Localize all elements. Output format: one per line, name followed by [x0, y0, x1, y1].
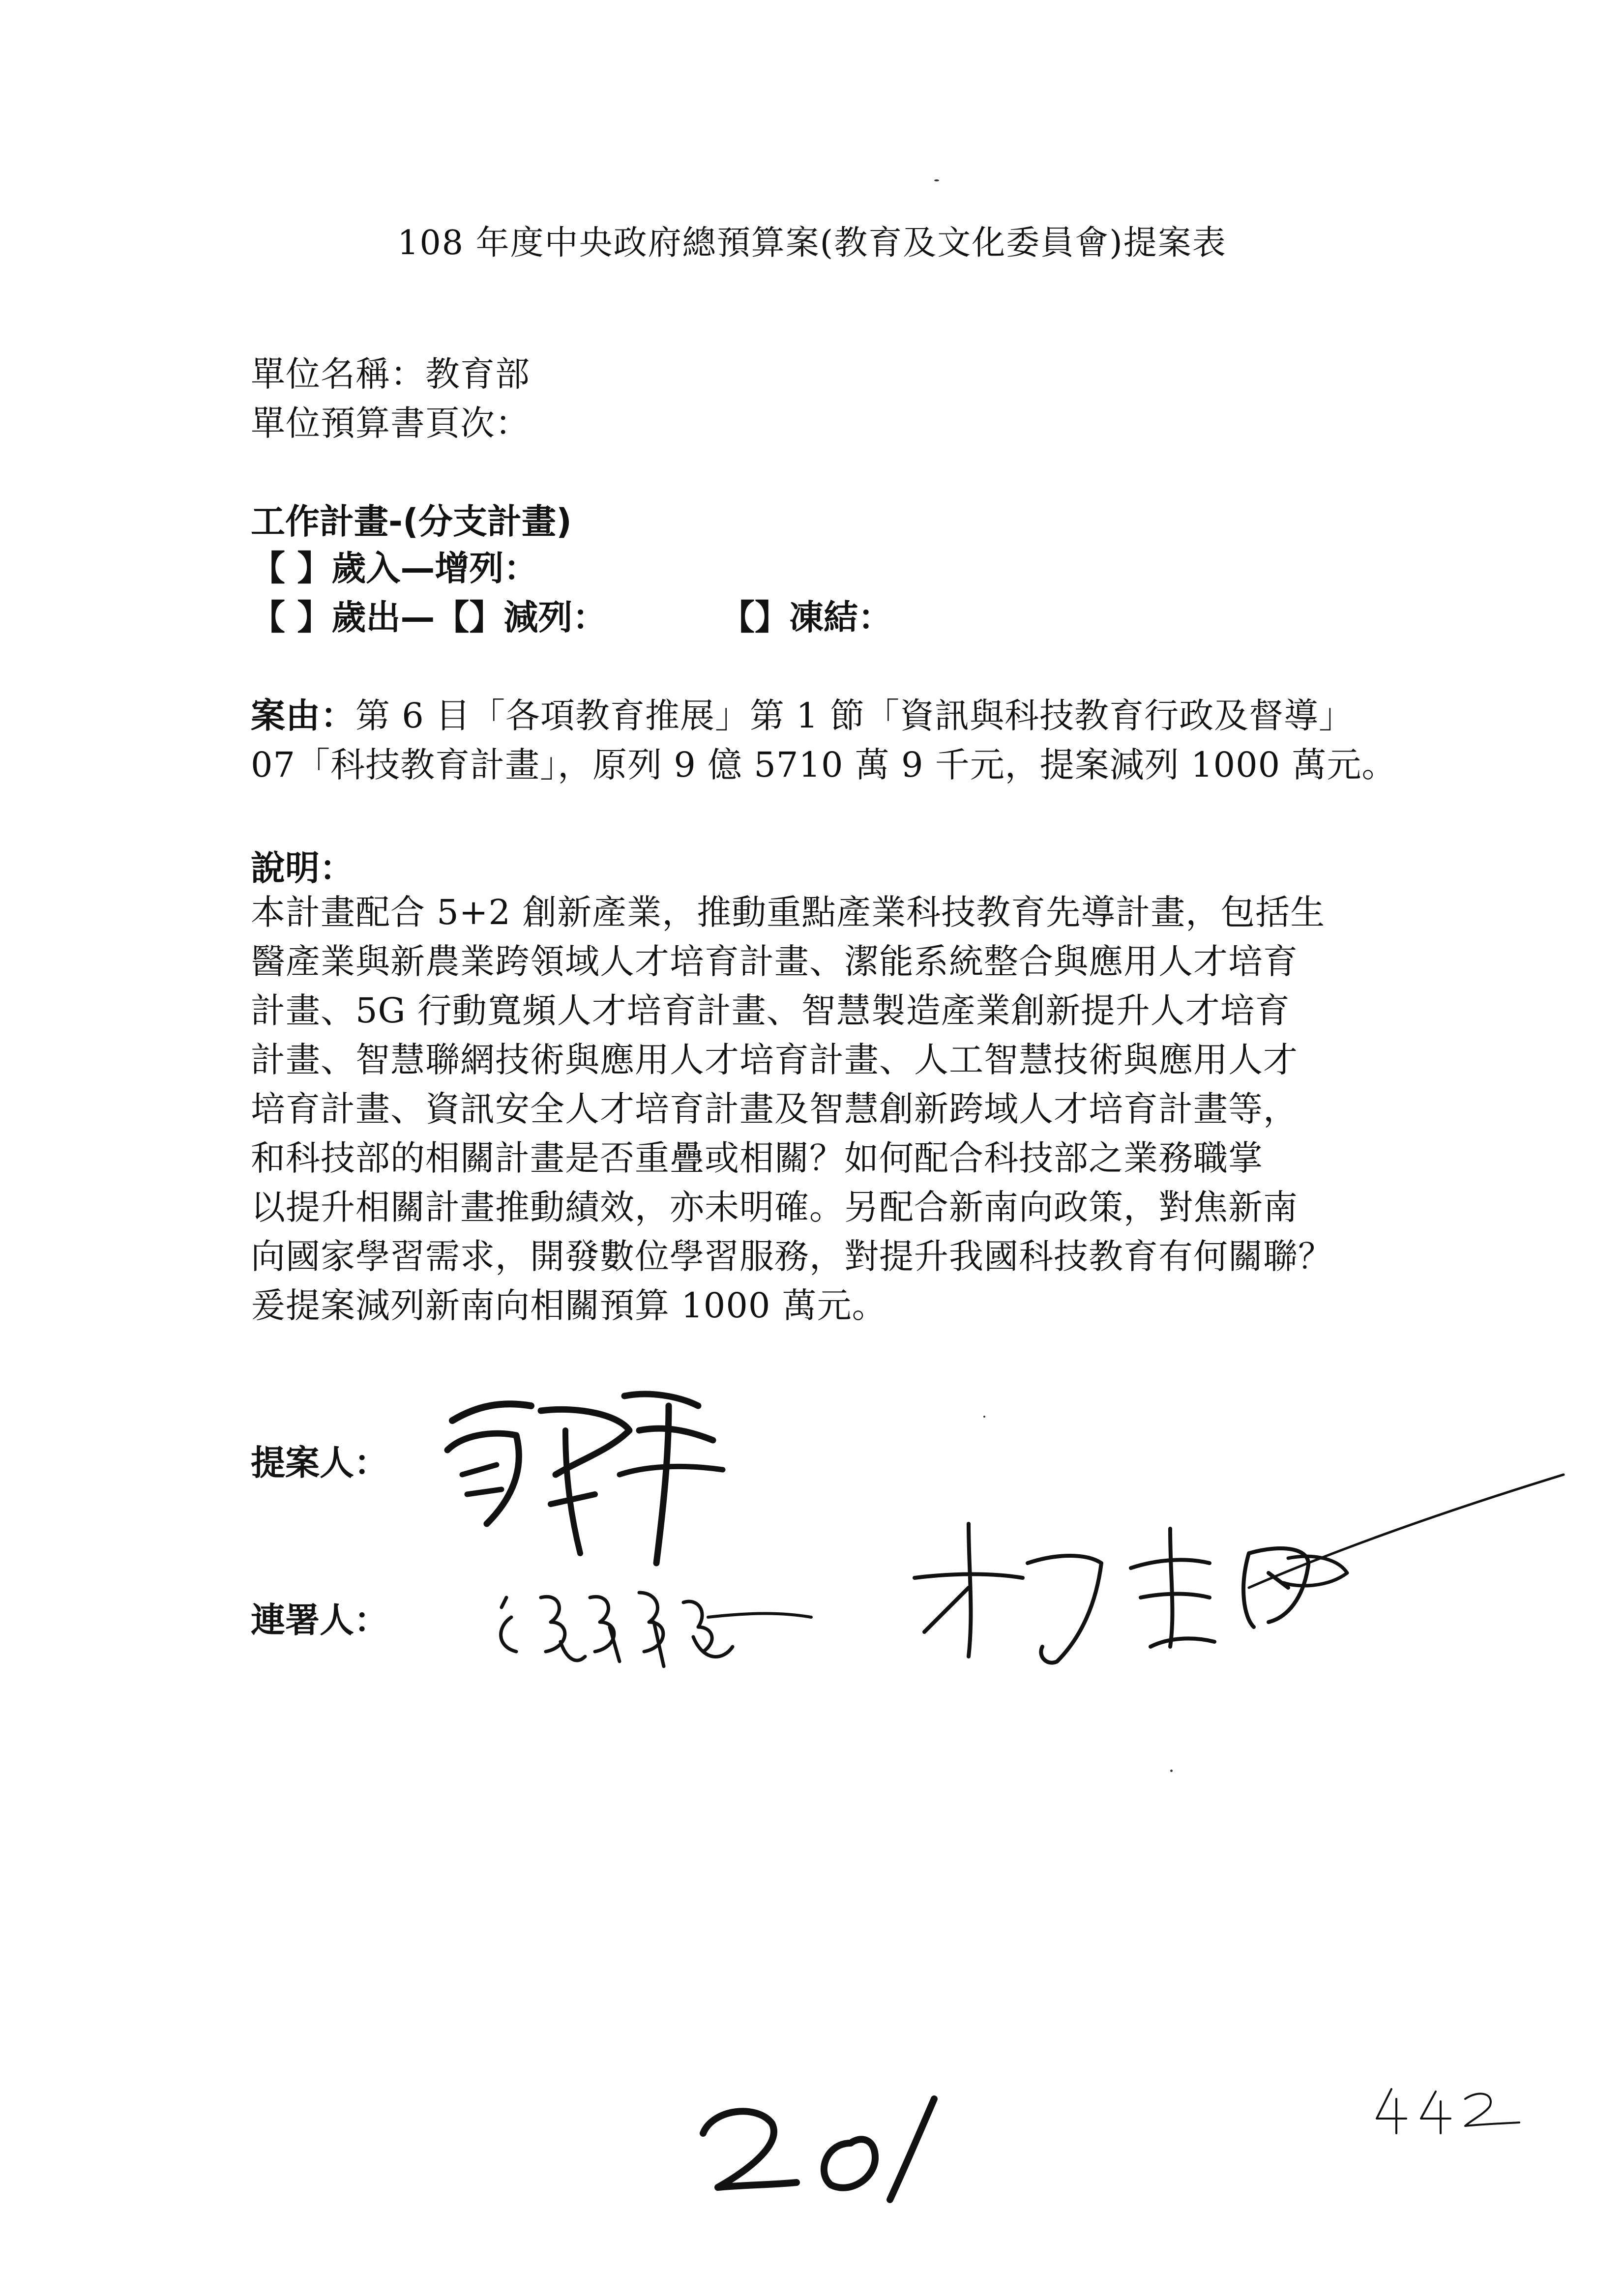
unit-name: 單位名稱：教育部	[251, 354, 530, 394]
document-title: 108 年度中央政府總預算案(教育及文化委員會)提案表	[397, 224, 1227, 262]
proposer-label: 提案人：	[251, 1443, 388, 1483]
cosigner-signature-1	[477, 1563, 821, 1681]
revenue-increase-line: 【 】歲入—增列：	[251, 548, 538, 588]
explanation-line: 以提升相關計畫推動績效，亦未明確。另配合新南向政策，對焦新南	[251, 1187, 1298, 1227]
explanation-line: 和科技部的相關計畫是否重疊或相關？如何配合科技部之業務職掌	[251, 1138, 1263, 1178]
handwritten-corner-note	[1367, 2079, 1524, 2143]
explanation-line: 計畫、5G 行動寬頻人才培育計畫、智慧製造產業創新提升人才培育	[251, 990, 1290, 1031]
explanation-line: 計畫、智慧聯網技術與應用人才培育計畫、人工智慧技術與應用人才	[251, 1040, 1298, 1080]
work-plan-heading: 工作計畫-(分支計畫)	[251, 501, 572, 542]
explanation-line: 爰提案減列新南向相關預算 1000 萬元。	[251, 1285, 887, 1326]
case-text-1: 第 6 目「各項教育推展」第 1 節「資訊與科技教育行政及督導」	[355, 696, 1354, 736]
scan-speck	[1170, 1770, 1173, 1772]
unit-budget-page: 單位預算書頁次：	[251, 403, 530, 443]
case-reason-line-2: 07「科技教育計畫」，原列 9 億 5710 萬 9 千元，提案減列 1000 萬元。	[251, 745, 1397, 785]
explanation-line: 向國家學習需求，開發數位學習服務，對提升我國科技教育有何關聯？	[251, 1236, 1333, 1277]
handwritten-page-number	[688, 2089, 964, 2207]
explanation-line: 培育計畫、資訊安全人才培育計畫及智慧創新跨域人才培育計畫等，	[251, 1089, 1298, 1129]
explanation-line: 本計畫配合 5+2 創新產業，推動重點產業科技教育先導計畫，包括生	[251, 892, 1326, 932]
cosigner-signature-2	[895, 1440, 1573, 1696]
proposer-signature	[433, 1376, 738, 1593]
explanation-line: 醫產業與新農業跨領域人才培育計畫、潔能系統整合與應用人才培育	[251, 941, 1298, 982]
scan-speck	[934, 179, 939, 181]
expenditure-decrease-line: 【 】歲出—【】減列：	[251, 597, 607, 638]
case-reason-line-1	[251, 688, 1354, 738]
case-label: 案由：	[251, 696, 355, 736]
explanation-heading: 說明：	[251, 848, 354, 888]
freeze-line: 【】凍結：	[720, 597, 892, 638]
scan-speck	[983, 1416, 985, 1418]
cosigner-label: 連署人：	[251, 1600, 388, 1640]
